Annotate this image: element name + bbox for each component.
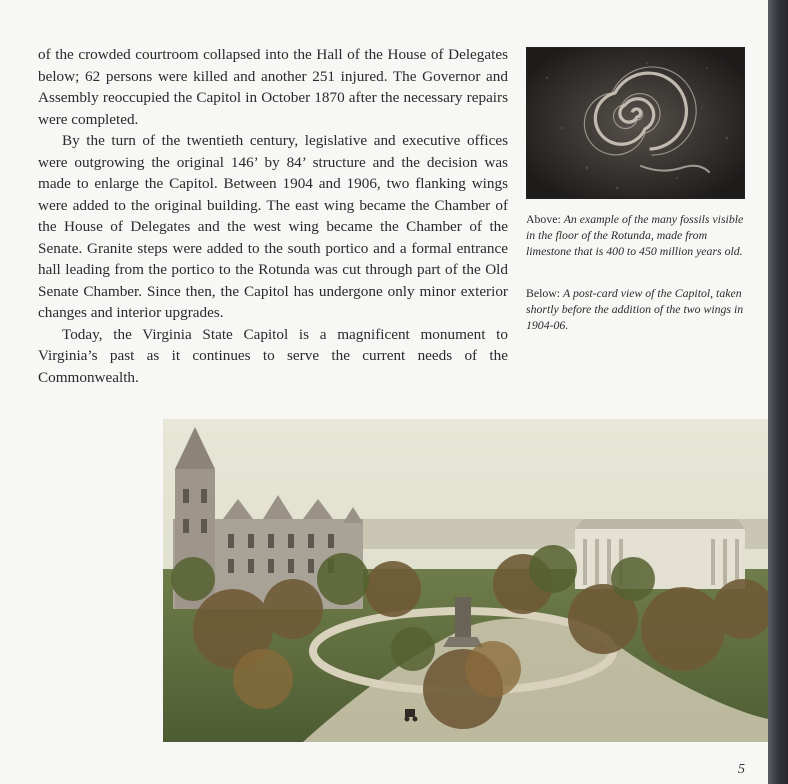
caption-above	[526, 211, 748, 259]
paragraph-3: Today, the Virginia State Capitol is a magnificent monument to Virginia’s past as it continues to serve the current needs of the Commonwealth.	[38, 325, 508, 386]
body-text	[38, 44, 508, 388]
caption-below-lead: Below:	[526, 286, 561, 300]
paragraph-2: By the turn of the twentieth century, legislative and executive offices were outgrowing the original 146’ by 84’ structure and the decision was made to enlarge the Capitol. Between 1904 and 1906, two flanking wings were added to the original building. The east wing became the Chamber of the House of Delegates and the west wing became the Chamber of the Senate. Granite steps were added to the south portico and a formal entrance hall leading from the portico to the Rotunda was cut through part of the Old Senate Chamber. Since then, the Capitol has undergone only minor exterior changes and interior upgrades.	[38, 132, 508, 321]
postcard-capitol-view	[163, 419, 768, 742]
page-edge-shadow	[768, 0, 788, 784]
fossil-photo	[526, 47, 745, 199]
caption-below	[526, 285, 748, 333]
postcard-illustration	[163, 419, 768, 742]
paragraph-1: of the crowded courtroom collapsed into the Hall of the House of Delegates below; 62 persons were killed and another 251 injured. The Governor and Assembly reoccupied the Capitol in October 1870 after the necessary repairs were completed.	[38, 46, 508, 128]
page-number: 5	[738, 762, 745, 777]
caption-below-text: A post-card view of the Capitol, taken shortly before the addition of the two wings in 1904-06.	[526, 286, 744, 332]
caption-above-lead: Above:	[526, 212, 561, 226]
fossil-spiral-image	[527, 48, 744, 198]
caption-above-text: An example of the many fossils visible in the floor of the Rotunda, made from limestone that is 400 to 450 million years old.	[526, 212, 744, 258]
